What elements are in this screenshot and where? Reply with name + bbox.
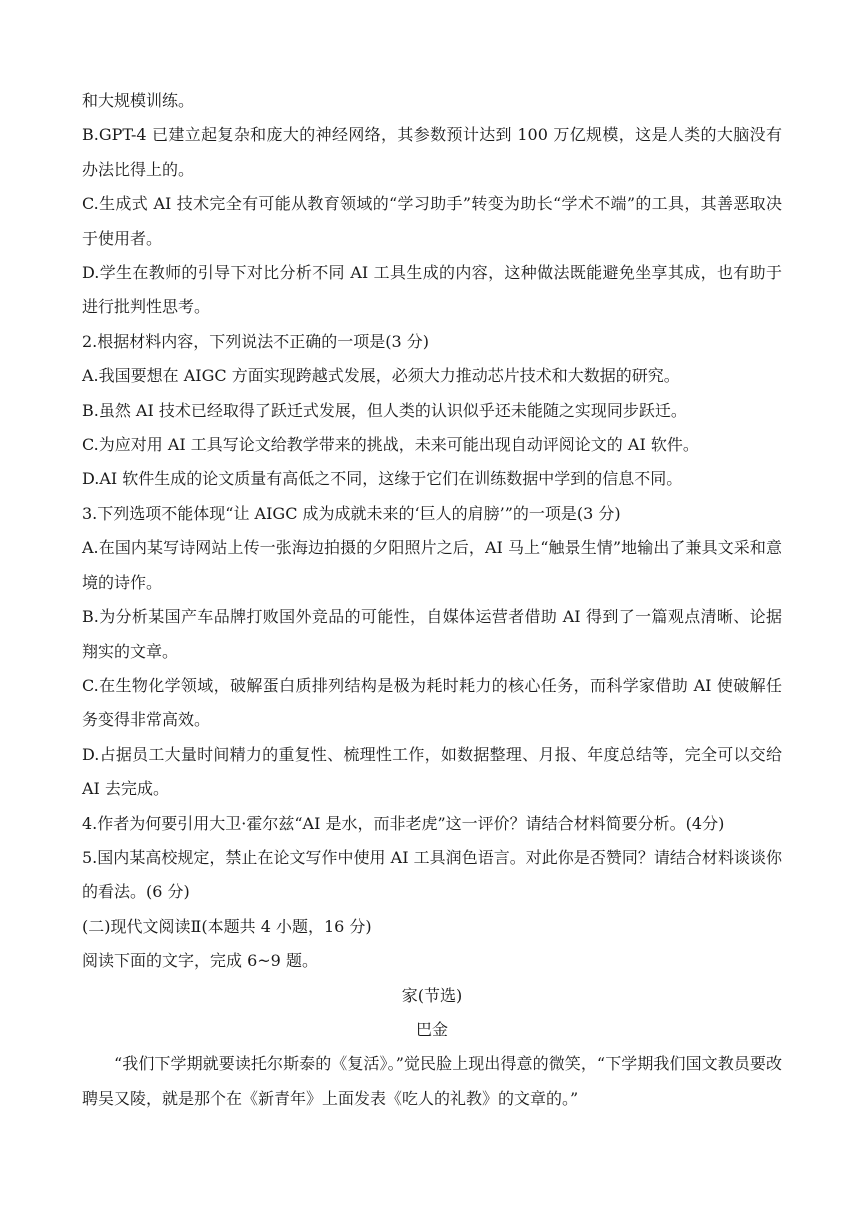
question-4: 4.作者为何要引用大卫·霍尔兹“AI 是水，而非老虎”这一评价？请结合材料简要分析。(4分) (82, 813, 725, 833)
passage-title: 家(节选) (401, 985, 463, 1005)
question-5: 5.国内某高校规定，禁止在论文写作中使用 AI 工具润色语言。对此你是否赞同？请结合材料谈谈你的看法。(6 分) (82, 847, 782, 902)
passage-paragraph: “我们下学期就要读托尔斯泰的《复活》。”觉民脸上现出得意的微笑，“下学期我们国文教员要改聘吴又陵，就是那个在《新青年》上面发表《吃人的礼教》的文章的。” (82, 1054, 782, 1108)
q3-option-b: B.为分析某国产车品牌打败国外竞品的可能性，自媒体运营者借助 AI 得到了一篇观点清晰、论据翔实的文章。 (82, 607, 782, 661)
question-3-stem: 3.下列选项不能体现“让 AIGC 成为成就未来的‘巨人的肩膀’”的一项是(3 分) (82, 503, 621, 523)
q2-option-b: B.虽然 AI 技术已经取得了跃迁式发展，但人类的认识似乎还未能随之实现同步跃迁。 (82, 400, 687, 420)
q3-option-a: A.在国内某写诗网站上传一张海边拍摄的夕阳照片之后，AI 马上“触景生情”地输出了兼具文采和意境的诗作。 (82, 538, 782, 592)
document-page (82, 84, 782, 1116)
q2-option-a: A.我国要想在 AIGC 方面实现跨越式发展，必须大力推动芯片技术和大数据的研究。 (82, 366, 680, 386)
q3-option-d: D.占据员工大量时间精力的重复性、梳理性工作，如数据整理、月报、年度总结等，完全可以交给 AI 去完成。 (82, 744, 782, 799)
passage-author: 巴金 (415, 1019, 448, 1039)
option-a-continuation: 和大规模训练。 (82, 91, 195, 110)
reading-instruction: 阅读下面的文字，完成 6~9 题。 (82, 951, 318, 971)
q2-option-d: D.AI 软件生成的论文质量有高低之不同，这缘于它们在训练数据中学到的信息不同。 (82, 469, 683, 489)
q2-option-c: C.为应对用 AI 工具写论文给教学带来的挑战，未来可能出现自动评阅论文的 AI 软件。 (82, 435, 699, 455)
q1-option-d: D.学生在教师的引导下对比分析不同 AI 工具生成的内容，这种做法既能避免坐享其成，也有助于进行批判性思考。 (82, 263, 782, 317)
section-heading: (二)现代文阅读Ⅱ(本题共 4 小题，16 分) (82, 916, 372, 936)
question-2-stem: 2.根据材料内容，下列说法不正确的一项是(3 分) (82, 331, 430, 351)
q1-option-b: B.GPT-4 已建立起复杂和庞大的神经网络，其参数预计达到 100 万亿规模，这是人类的大脑没有办法比得上的。 (82, 125, 782, 179)
q3-option-c: C.在生物化学领域，破解蛋白质排列结构是极为耗时耗力的核心任务，而科学家借助 AI 使破解任务变得非常高效。 (82, 675, 782, 730)
q1-option-c: C.生成式 AI 技术完全有可能从教育领域的“学习助手”转变为助长“学术不端”的工具，其善恶取决于使用者。 (82, 194, 782, 248)
